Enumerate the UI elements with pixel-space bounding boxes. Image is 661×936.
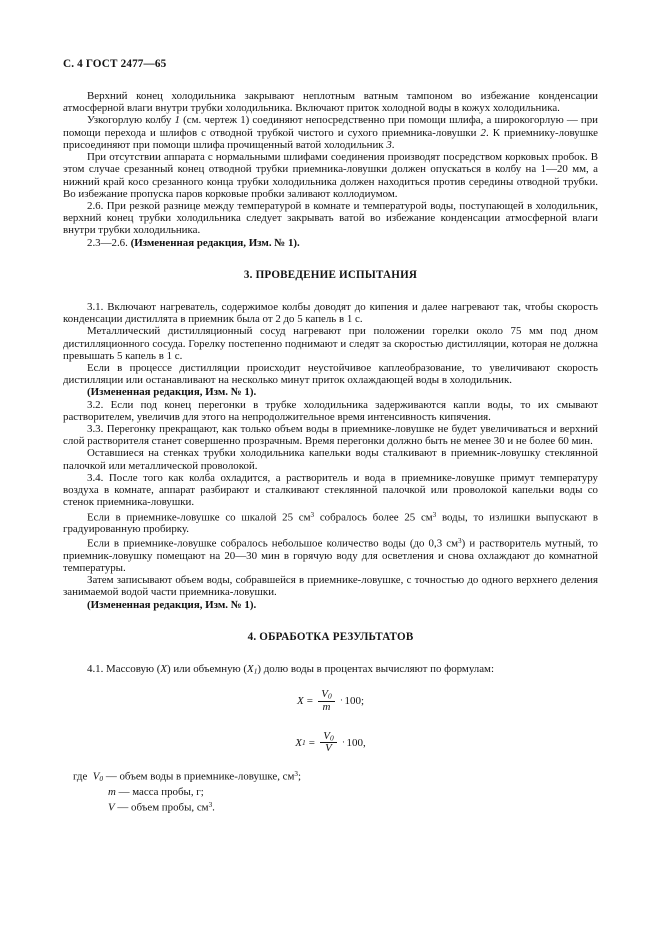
spacer-before-formula-1 (63, 678, 598, 689)
paragraph-metal-vessel: Металлический дистилляционный сосуд нагревают при положении горелки около 75 мм под дном дистилляционного сосуда. Горелку постепенно поднимают и следят за скоростью дистилляции, которая не должна превышать 5 капель в 1 с. (63, 325, 598, 362)
where-v0-superscript: 3 (294, 770, 298, 779)
paragraph-revision-note-2-3-2-6 (63, 237, 598, 249)
scale-text-b: собралось более 25 см (314, 510, 433, 523)
document-body-column (63, 90, 598, 814)
paragraph-clause-3-2: 3.2. Если под конец перегонки в трубке холодильника задерживаются капли воды, то их смывают растворителем, увеличив для этого на непродолжительное время интенсивность кипячения. (63, 398, 598, 423)
where-m-variable: m (108, 785, 116, 798)
formula-2-lhs-sub: 1 (302, 738, 306, 748)
where-v0-variable: V (92, 770, 100, 783)
small-text-a: Если в приемнике-ловушке собралось небольшое количество воды (до 0,3 см (87, 537, 459, 550)
where-v-superscript: 3 (208, 800, 213, 809)
formula-1-punctuation: ; (360, 695, 364, 708)
paragraph-record-volume: Затем записывают объем воды, собравшейся в приемнике-ловушке, с точностью до одного верхнего деления занимаемой водой части приемника-ловушки. (63, 574, 598, 599)
paragraph-cork-stoppers: При отсутствии аппарата с нормальными шлифами соединения производят посредством корковых пробок. В этом случае срезанный конец отводной трубки приемника-ловушки должен опускаться в колбу на 1—20 мм, а нижний край косо срезанного конца трубки холодильника должен находиться против середины отводной трубки. Во избежание пропуска паров корковые пробки заливают коллодиумом. (63, 151, 598, 200)
flask-ref-2: 2 (480, 126, 486, 139)
formula-1-factor: 100 (344, 695, 361, 708)
formula-2-multiply-dot: · (341, 736, 345, 747)
revision-label-3: (Измененная редакция, Изм. № 1). (87, 598, 257, 611)
where-item-m (63, 786, 598, 799)
clause-4-1-text-c: ) долю воды в процентах вычисляют по формулам: (257, 662, 494, 675)
spacer-before-section-4 (63, 611, 598, 631)
where-m-text: масса пробы, г (132, 785, 201, 798)
revision-label-1: (Измененная редакция, Изм. № 1). (130, 236, 300, 249)
paragraph-remaining-droplets: Оставшиеся на стенках трубки холодильника капельки воды сталкивают в приемник-ловушку стеклянной палочкой или металлической проволокой. (63, 447, 598, 472)
revision-range-2-3-2-6: 2.3—2.6. (87, 236, 131, 249)
where-v-punctuation: . (212, 801, 215, 814)
where-keyword: где (73, 770, 88, 783)
where-v0-subscript: 0 (99, 774, 104, 784)
formula-1-multiply-dot: · (339, 695, 343, 706)
formula-2-numerator (320, 731, 336, 743)
formula-1-numerator-sub: 0 (327, 691, 332, 701)
where-item-v (63, 799, 598, 814)
paragraph-clause-3-4: 3.4. После того как колба охладится, а растворитель и вода в приемнике-ловушке примут температуру воздуха в комнате, аппарат разбирают и сталкивают стеклянной палочкой или проволокой капельки воды со стенок приемника-ловушки. (63, 471, 598, 509)
revision-label-2: (Измененная редакция, Изм. № 1). (87, 386, 257, 399)
formula-2-fraction (320, 731, 337, 756)
where-v0-text: объем воды в приемнике-ловушке, см (119, 770, 295, 783)
formula-2-numerator-var: V (323, 729, 330, 742)
spacer-after-section-3 (63, 281, 598, 301)
scale-superscript-1: 3 (310, 510, 315, 519)
formula-1-fraction (318, 689, 335, 714)
where-definitions-list (63, 768, 598, 814)
where-item-v0 (63, 768, 598, 786)
small-superscript: 3 (458, 537, 462, 546)
where-v-dash: — (117, 801, 129, 814)
variable-x1: X (247, 662, 254, 675)
formula-2-numerator-sub: 0 (329, 733, 334, 743)
running-head: С. 4 ГОСТ 2477—65 (63, 58, 167, 70)
where-v-text: объем пробы, см (131, 801, 209, 814)
formula-2-denominator: V (325, 742, 332, 755)
variable-x1-subscript: 1 (253, 666, 258, 676)
flask-ref-3: 3 (386, 138, 392, 151)
formula-1-equals: = (306, 695, 313, 708)
spacer-after-section-4 (63, 643, 598, 663)
scale-text-c: воды, то излишки выпускают в градуированную пробирку. (63, 510, 598, 536)
section-title-4: 4. ОБРАБОТКА РЕЗУЛЬТАТОВ (247, 630, 414, 643)
clause-4-1-text-b: ) или объемную ( (167, 662, 248, 675)
scale-text-a: Если в приемнике-ловушке со шкалой 25 см (87, 510, 311, 523)
paragraph-scale-25 (63, 509, 598, 536)
paragraph-small-volume (63, 535, 598, 574)
spacer-before-where-list (63, 755, 598, 768)
formula-1-lhs: X (296, 695, 304, 708)
flask-text-a: Узкогорлую колбу (87, 114, 175, 127)
where-v-variable: V (108, 801, 115, 814)
where-v0-dash: — (105, 770, 117, 783)
paragraph-condenser-top: Верхний конец холодильника закрывают неплотным ватным тампоном во избежание конденсации атмосферной влаги внутри трубки холодильника. Включают приток холодной воды в кожух холодильника. (63, 90, 598, 115)
formula-1-denominator: m (322, 700, 331, 713)
variable-x: X (160, 662, 168, 675)
paragraph-clause-2-6: 2.6. При резкой разнице между температурой в комнате и температурой воды, поступающей в холодильник, верхний конец трубки холодильника следует закрывать ватой во избежание конденсации атмосферной влаги внутри трубки холодильника. (63, 199, 598, 237)
flask-text-d: . (391, 138, 395, 151)
small-text-b: ) и растворитель мутный, то приемник-ловушку помещают на 20—30 мин в горячую воду для осветления и снова охлаждают до комнатной температуры. (63, 537, 599, 575)
where-v0-punctuation: ; (298, 770, 302, 783)
where-m-punctuation: ; (200, 785, 204, 798)
paragraph-unstable-droplets: Если в процессе дистилляции происходит неустойчивое каплеобразование, то увеличивают скорость дистилляции или останавливают на несколько минут приток охлаждающей воды в холодильник. (63, 361, 598, 387)
flask-text-c: . К приемнику-ловушке присоединяют при помощи шлифа прочищенный ватой холодильник (63, 126, 598, 151)
formula-volume-fraction (63, 731, 598, 756)
formula-row-1 (297, 689, 364, 714)
paragraph-clause-3-1: 3.1. Включают нагреватель, содержимое колбы доводят до кипения и далее нагревают так, чтобы скорость конденсации дистиллята в приемник была от 2 до 5 капель в 1 с. (63, 300, 598, 326)
formula-1-numerator (318, 689, 334, 701)
formula-row-2 (295, 731, 365, 756)
formula-2-equals: = (308, 736, 315, 749)
paragraph-clause-3-3: 3.3. Перегонку прекращают, как только объем воды в приемнике-ловушке не будет увеличиваться и верхний слой растворителя станет совершенно прозрачным. Время перегонки должно быть не менее 30 и не более 60 мин. (63, 423, 598, 448)
formula-mass-fraction (63, 689, 598, 714)
formula-1-numerator-var: V (321, 687, 328, 700)
flask-text-b: (см. чертеж 1) соединяют непосредственно при помощи шлифа, а широкогорлую — при помощи перехода и шлифов с отводной трубкой чистого и сухого приемника-ловушки (63, 114, 598, 139)
spacer-between-formulas (63, 714, 598, 731)
paragraph-flask-connection (63, 114, 598, 151)
flask-ref-1: 1 (174, 114, 180, 127)
paragraph-clause-4-1 (63, 663, 598, 678)
formula-2-factor: 100 (346, 736, 363, 749)
section-title-3: 3. ПРОВЕДЕНИЕ ИСПЫТАНИЯ (243, 268, 418, 281)
clause-4-1-text-a: 4.1. Массовую ( (87, 662, 161, 675)
spacer-before-section-3 (63, 249, 598, 269)
where-m-dash: — (118, 785, 130, 798)
formula-2-lhs: X (295, 736, 303, 749)
scale-superscript-2: 3 (432, 510, 437, 519)
formula-2-punctuation: , (362, 736, 366, 749)
